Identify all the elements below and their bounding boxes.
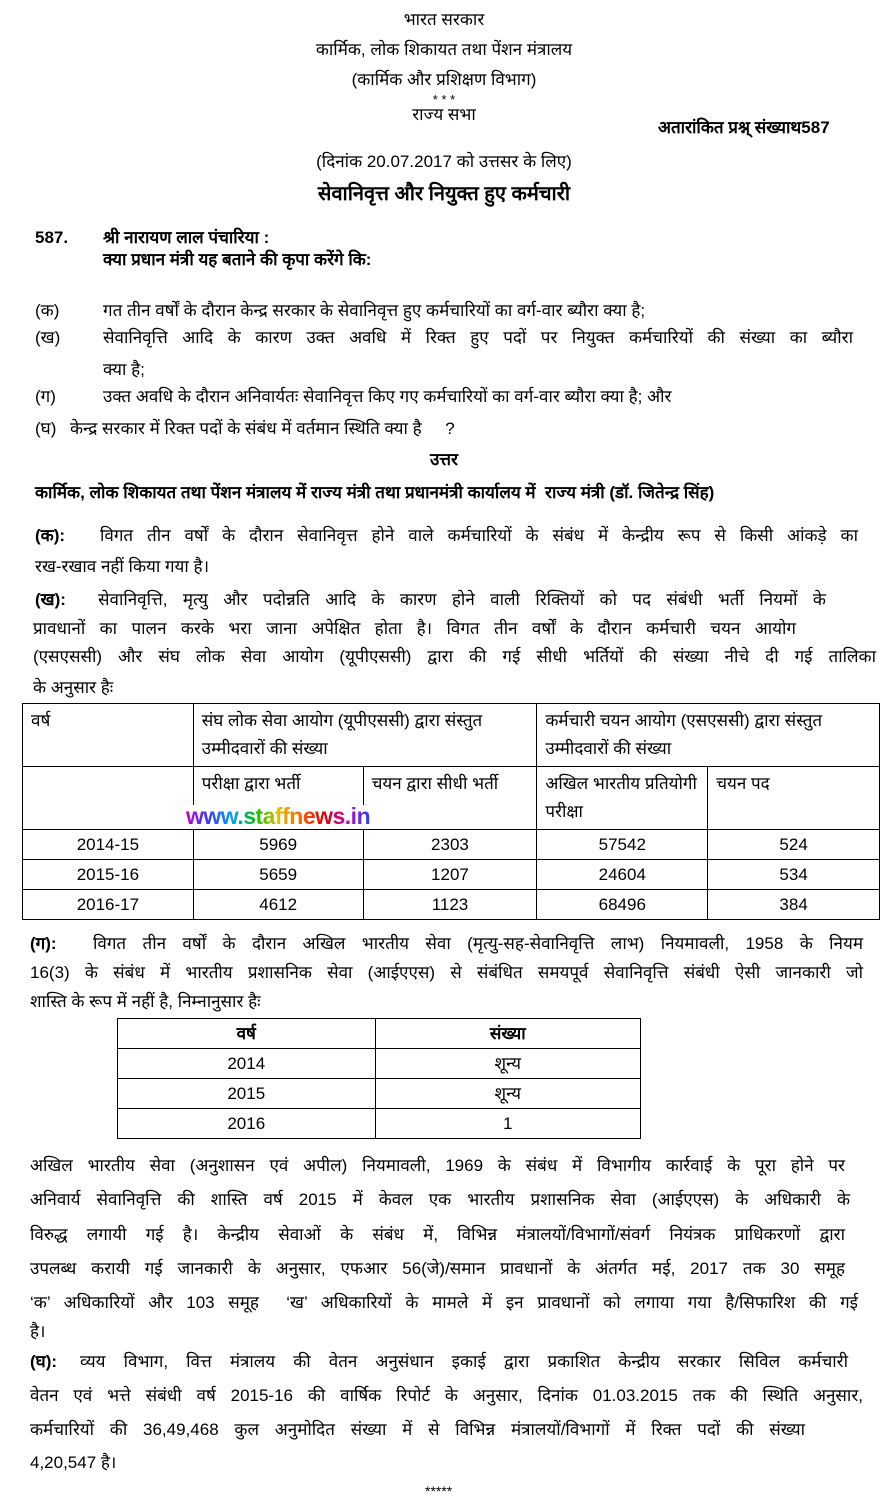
answer-text: ‘क’ अधिकारियों और 103 समूह ‘ख’ अधिकारियों के मामले में इन प्रावधानों को लगाया गया है/सिफारिश की गई xyxy=(30,1293,858,1312)
part-label: (ख) xyxy=(35,328,61,347)
header-year: वर्ष xyxy=(118,1019,376,1049)
table-cell: शून्य xyxy=(375,1079,641,1109)
answer-label: (ख): xyxy=(35,590,66,609)
part-text: सेवानिवृत्ति आदि के कारण उक्त अवधि में रिक्त हुए पदों पर नियुक्त कर्मचारियों की संख्या का ब्यौरा xyxy=(103,328,853,347)
government-heading: भारत सरकार xyxy=(403,10,485,29)
question-intro: क्या प्रधान मंत्री यह बताने की कृपा करेंगे कि: xyxy=(103,250,372,269)
question-no: 587. xyxy=(35,228,69,247)
ias-retirement-table xyxy=(117,1018,641,1139)
table-cell: 2303 xyxy=(363,830,537,860)
table-row xyxy=(118,1049,641,1079)
part-label: (क) xyxy=(35,301,60,320)
answer-text: व्यय विभाग, वित्त मंत्रालय की वेतन अनुसंधान इकाई द्वारा प्रकाशित केन्द्रीय सरकार सिविल कर्मचारी xyxy=(80,1352,848,1371)
part-label: (घ) xyxy=(35,419,57,438)
table-cell: 2015-16 xyxy=(23,860,194,890)
table-header-row xyxy=(23,704,880,767)
table-row xyxy=(118,1079,641,1109)
answer-text: सेवानिवृत्ति, मृत्यु और पदोन्नति आदि के कारण होने वाली रिक्तियों को पद संबंधी भर्ती नियमों के xyxy=(98,590,826,609)
subheader-cell: चयन द्वारा सीधी भर्ती xyxy=(363,767,537,830)
table-cell: 524 xyxy=(708,830,880,860)
table-cell: 384 xyxy=(708,890,880,920)
part-text: केन्द्र सरकार में रिक्त पदों के संबंध में वर्तमान स्थिति क्या है ? xyxy=(70,419,455,438)
subheader-cell: चयन पद xyxy=(708,767,880,830)
subheader-cell: परीक्षा द्वारा भर्ती xyxy=(193,767,363,830)
part-text: गत तीन वर्षों के दौरान केन्द्र सरकार के सेवानिवृत्त हुए कर्मचारियों का वर्ग-वार ब्यौरा क्या है; xyxy=(103,301,646,320)
answer-text: वेतन एवं भत्ते संबंधी वर्ष 2015-16 की वार्षिक रिपोर्ट के अनुसार, दिनांक 01.03.2015 तक की स्थिति अनुसार, xyxy=(30,1386,863,1405)
ministry-heading: कार्मिक, लोक शिकायत तथा पेंशन मंत्रालय xyxy=(315,40,573,59)
member-name: श्री नारायण लाल पंचारिया : xyxy=(103,228,270,247)
minister-line: कार्मिक, लोक शिकायत तथा पेंशन मंत्रालय में राज्य मंत्री तथा प्रधानमंत्री कार्यालय में राज्य मंत्री (डॉ. जितेन्द्र सिंह) xyxy=(35,483,715,502)
part-text: क्या है; xyxy=(103,360,145,379)
table-cell: 5659 xyxy=(193,860,363,890)
table-row xyxy=(23,830,880,860)
table-cell: शून्य xyxy=(375,1049,641,1079)
answer-heading: उत्तर xyxy=(429,450,459,469)
table-row xyxy=(23,890,880,920)
answer-text: है। xyxy=(30,1322,46,1341)
table-row xyxy=(118,1109,641,1139)
answer-label: (ग): xyxy=(30,934,57,953)
table-cell: 2015 xyxy=(118,1079,376,1109)
answer-text: अखिल भारतीय सेवा (अनुशासन एवं अपील) नियमावली, 1969 के संबंध में विभागीय कार्रवाई के पूरा होने पर xyxy=(30,1156,845,1175)
department-heading: (कार्मिक और प्रशिक्षण विभाग) xyxy=(351,70,537,89)
header-ssc: कर्मचारी चयन आयोग (एसएससी) द्वारा संस्तुत उम्मीदवारों की संख्या xyxy=(537,704,880,767)
document-title: सेवानिवृत्त और नियुक्त हुए कर्मचारी xyxy=(317,183,571,205)
table-cell: 5969 xyxy=(193,830,363,860)
table-row xyxy=(23,860,880,890)
table-cell: 1 xyxy=(375,1109,641,1139)
table-cell: 68496 xyxy=(537,890,708,920)
subheader-cell: अखिल भारतीय प्रतियोगी परीक्षा xyxy=(537,767,708,830)
header-year: वर्ष xyxy=(23,704,194,767)
answer-date: (दिनांक 20.07.2017 को उत्तसर के लिए) xyxy=(316,152,572,171)
table-cell: 57542 xyxy=(537,830,708,860)
end-mark: ***** xyxy=(425,1483,453,1499)
answer-text: विगत तीन वर्षों के दौरान सेवानिवृत्त होने वाले कर्मचारियों के संबंध में केन्द्रीय रूप से किसी आंकड़े का xyxy=(100,526,858,545)
table-cell: 2016 xyxy=(118,1109,376,1139)
table-cell: 2014-15 xyxy=(23,830,194,860)
answer-text: विगत तीन वर्षों के दौरान अखिल भारतीय सेवा (मृत्यु-सह-सेवानिवृत्ति लाभ) नियमावली, 1958 के नियम xyxy=(93,934,863,953)
table-cell: 534 xyxy=(708,860,880,890)
separator-stars: * * * xyxy=(432,92,456,107)
part-text: उक्त अवधि के दौरान अनिवार्यतः सेवानिवृत्त किए गए कर्मचारियों का वर्ग-वार ब्यौरा क्या है; और xyxy=(103,387,672,406)
answer-text: शास्ति के रूप में नहीं है, निम्नानुसार हैः xyxy=(30,992,261,1011)
table-cell: 2016-17 xyxy=(23,890,194,920)
answer-text: विरुद्ध लगायी गई है। केन्द्रीय सेवाओं के संबंध में, विभिन्न मंत्रालयों/विभागों/संवर्ग नियंत्रक प्राधिकरणों द्वारा xyxy=(30,1225,845,1244)
answer-text: 16(3) के संबंध में भारतीय प्रशासनिक सेवा (आईएएस) से संबंधित समयपूर्व सेवानिवृत्ति संबंधी ऐसी जानकारी जो xyxy=(30,963,863,982)
answer-text: 4,20,547 है। xyxy=(30,1453,117,1472)
answer-text: प्रावधानों का पालन करके भरा जाना अपेक्षित होता है। विगत तीन वर्षों के दौरान कर्मचारी चयन आयोग xyxy=(33,619,796,638)
table-cell: 4612 xyxy=(193,890,363,920)
table-cell: 24604 xyxy=(537,860,708,890)
table-cell: 2014 xyxy=(118,1049,376,1079)
answer-label: (क): xyxy=(35,526,66,545)
house-heading: राज्य सभा xyxy=(412,105,476,124)
part-label: (ग) xyxy=(35,387,56,406)
table-cell: 1207 xyxy=(363,860,537,890)
watermark-logo: www.staffnews.in xyxy=(186,803,371,829)
table-subheader-row xyxy=(23,767,880,830)
empty-cell xyxy=(23,767,194,830)
answer-text: (एसएससी) और संघ लोक सेवा आयोग (यूपीएससी) द्वारा की गई सीधी भर्तियों की संख्या नीचे दी गई तालिका xyxy=(33,647,876,666)
header-count: संख्या xyxy=(375,1019,641,1049)
answer-text: रख-रखाव नहीं किया गया है। xyxy=(35,557,210,576)
recruitment-table xyxy=(22,703,880,920)
question-number: अतारांकित प्रश्न् संख्याथ587 xyxy=(658,118,830,137)
answer-text: उपलब्ध करायी गई जानकारी के अनुसार, एफआर 56(जे)/समान प्रावधानों के अंतर्गत मई, 2017 तक 30 समूह xyxy=(30,1259,845,1278)
header-upsc: संघ लोक सेवा आयोग (यूपीएससी) द्वारा संस्तुत उम्मीदवारों की संख्या xyxy=(193,704,537,767)
table-cell: 1123 xyxy=(363,890,537,920)
table-header-row xyxy=(118,1019,641,1049)
answer-text: कर्मचारियों की 36,49,468 कुल अनुमोदित संख्या में से विभिन्न मंत्रालयों/विभागों में रिक्त पदों की संख्या xyxy=(30,1420,805,1439)
answer-text: अनिवार्य सेवानिवृत्ति की शास्ति वर्ष 2015 में केवल एक भारतीय प्रशासनिक सेवा (आईएएस) के अधिकारी के xyxy=(30,1190,850,1209)
answer-text: के अनुसार हैः xyxy=(33,678,114,697)
answer-label: (घ): xyxy=(30,1352,58,1371)
